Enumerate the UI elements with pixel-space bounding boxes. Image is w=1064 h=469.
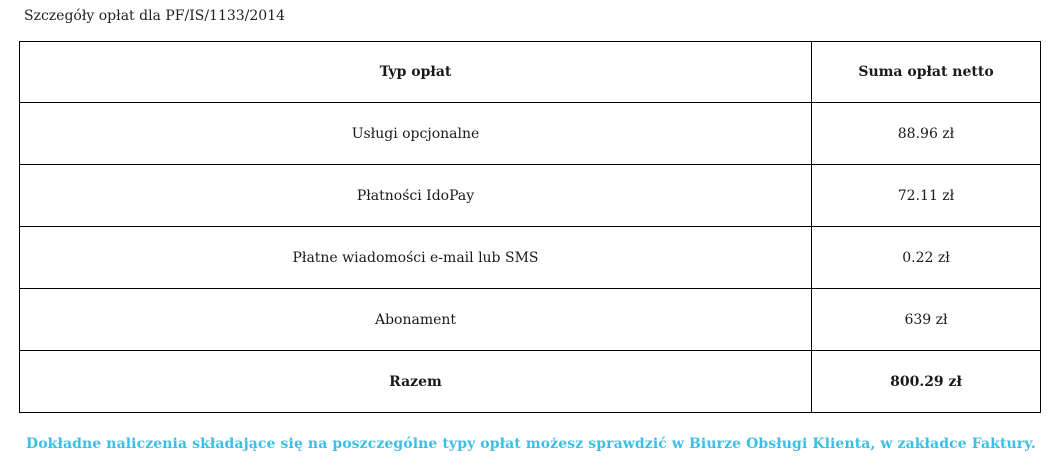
table-row — [20, 289, 1041, 351]
fee-sum-cell: 88.96 zł — [812, 103, 1041, 165]
table-row — [20, 227, 1041, 289]
total-label-cell: Razem — [20, 351, 812, 413]
fee-type-cell: Płatne wiadomości e-mail lub SMS — [20, 227, 812, 289]
column-header-type: Typ opłat — [20, 42, 812, 103]
fees-table — [19, 41, 1041, 413]
column-header-sum: Suma opłat netto — [812, 42, 1041, 103]
fee-sum-cell: 639 zł — [812, 289, 1041, 351]
table-row — [20, 103, 1041, 165]
page-title: Szczegóły opłat dla PF/IS/1133/2014 — [24, 8, 286, 24]
total-sum-cell: 800.29 zł — [812, 351, 1041, 413]
fee-type-cell: Płatności IdoPay — [20, 165, 812, 227]
table-row — [20, 165, 1041, 227]
fee-sum-cell: 0.22 zł — [812, 227, 1041, 289]
fee-sum-cell: 72.11 zł — [812, 165, 1041, 227]
info-note: Dokładne naliczenia składające się na poszczególne typy opłat możesz sprawdzić w Biurze Obsługi Klienta, w zakładce Faktury. — [26, 436, 1036, 452]
fee-type-cell: Usługi opcjonalne — [20, 103, 812, 165]
table-header-row — [20, 42, 1041, 103]
fee-type-cell: Abonament — [20, 289, 812, 351]
total-row — [20, 351, 1041, 413]
